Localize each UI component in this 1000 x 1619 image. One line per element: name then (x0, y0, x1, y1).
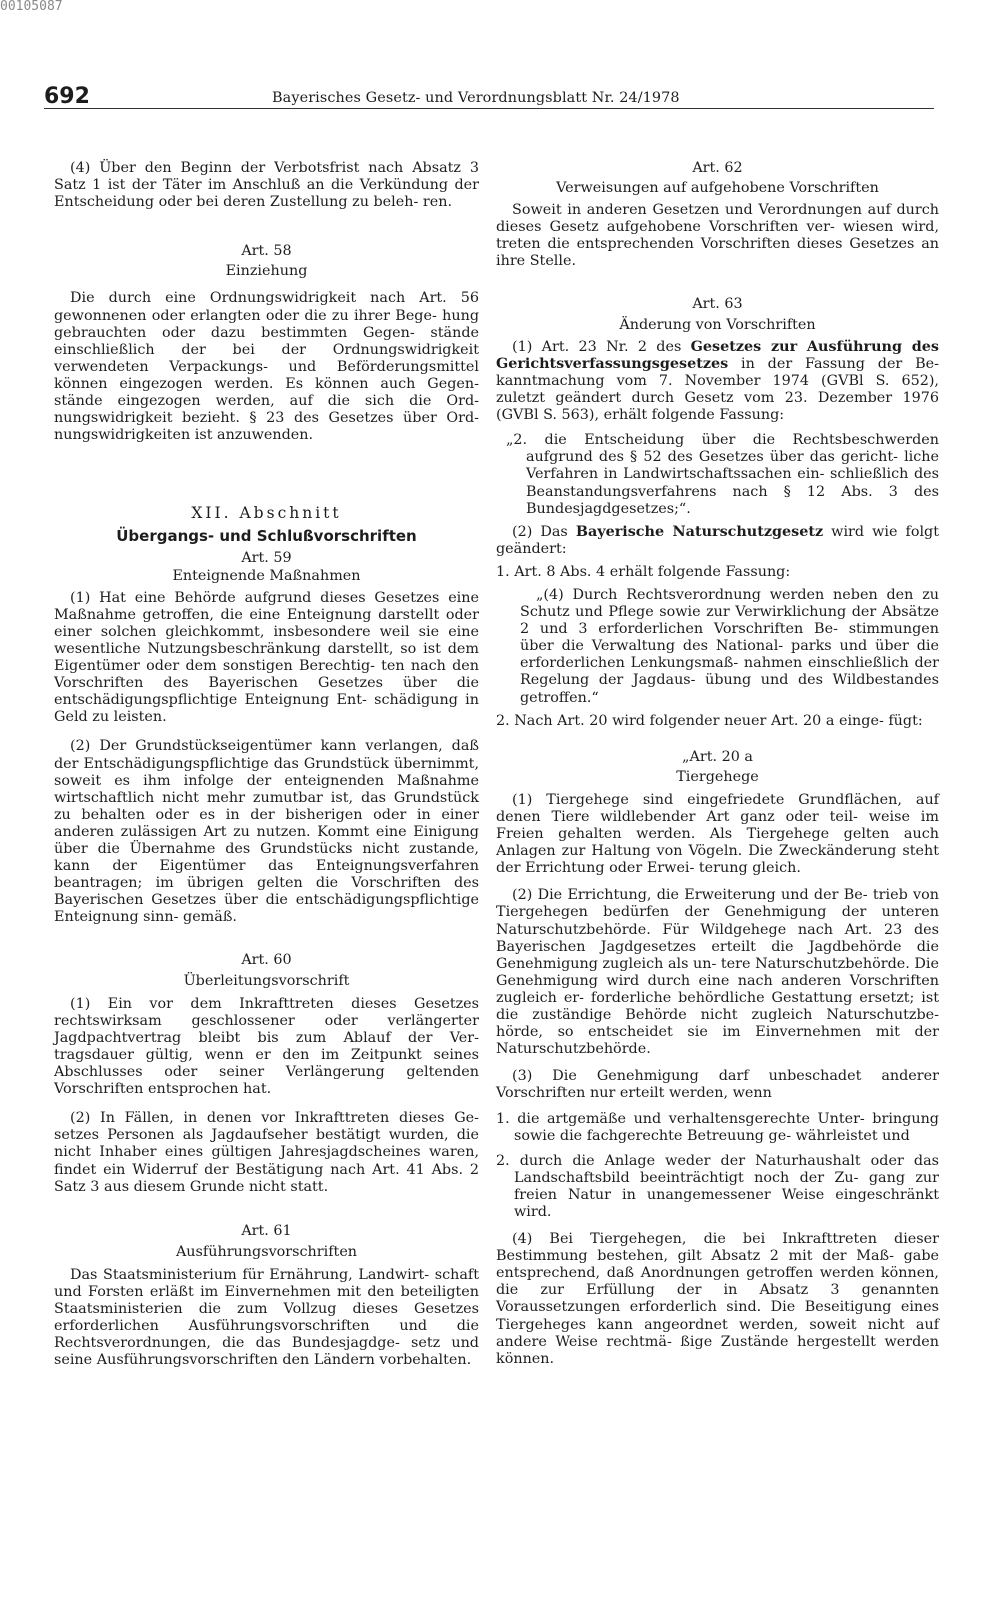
article-title: Änderung von Vorschriften (619, 316, 816, 333)
section-title: Übergangs- und Schlußvorschriften (116, 527, 417, 546)
article-title: Überleitungsvorschrift (183, 972, 350, 989)
list-item: 1. die artgemäße und verhaltensgerechte Unter- bringung sowie die fachgerechte Betreuung ge- währleistet und (496, 1110, 939, 1144)
left-column (54, 160, 479, 1369)
text-run: wird wie folgt geändert: (496, 523, 939, 557)
article-number: Art. 60 (241, 952, 292, 969)
article-title: Tiergehege (676, 768, 759, 785)
paragraph: (2) Der Grundstückseigentümer kann verlangen, daß der Entschädigungspflichtige das Grundstück übernimmt, soweit es ihm infolge der enteignenden Maßnahme wirtschaftlich nicht mehr zumutbar ist, das Grundstück zu behalten oder es in der bisherigen oder in einer anderen zulässigen Art zu nutzen. Kommt eine Einigung über die Übernahme des Grundstücks nicht zustande, kann der Eigentümer das Enteignungsverfahren beantragen; im übrigen gelten die Vorschriften des Bayerischen Gesetzes über die entschädigungspflichtige Enteignung sinn- gemäß. (54, 738, 479, 926)
article-number: Art. 59 (241, 549, 292, 566)
paragraph: (2) Die Errichtung, die Erweiterung und der Be- trieb von Tiergehegen bedürfen der Genehmigung der unteren Naturschutzbehörde. Für Wildgehege nach Art. 23 des Bayerischen Jagdgesetzes erteilt die Jagdbehörde die Genehmigung zugleich als un- tere Naturschutzbehörde. Die Genehmigung wird durch eine nach anderen Vorschriften zugleich er- forderliche behördliche Gestattung ersetzt; ist die zuständige Behörde nicht zugleich Naturschutzbe- hörde, so entscheidet sie im Einvernehmen mit der Naturschutzbehörde. (496, 887, 939, 1058)
article-number: „Art. 20 a (682, 748, 753, 765)
paragraph: (1) Ein vor dem Inkrafttreten dieses Gesetzes rechtswirksam geschlossener oder verlängerter Jagdpachtvertrag bleibt bis zum Ablauf der Ver- tragsdauer gültig, wenn er den im Zeitpunkt seines Abschlusses oder seiner Verlängerung geltenden Vorschriften entsprochen hat. (54, 995, 479, 1098)
article-title: Einziehung (225, 263, 308, 280)
article-title: Ausführungsvorschriften (175, 1243, 358, 1260)
paragraph: (1) Hat eine Behörde aufgrund dieses Gesetzes eine Maßnahme getroffen, die eine Enteignung darstellt oder einer solchen gleichkommt, insbesondere weil sie eine wesentliche Nutzungsbeschränkung darstellt, so ist dem Eigentümer oder dem sonstigen Berechtig- ten nach den Vorschriften des Bayerischen Gesetzes über die entschädigungspflichtige Enteignung Ent- schädigung in Geld zu leisten. (54, 589, 479, 726)
archive-number: 00105087 (0, 0, 63, 14)
list-item: 1. Art. 8 Abs. 4 erhält folgende Fassung: (496, 563, 791, 580)
paragraph: (1) Tiergehege sind eingefriedete Grundflächen, auf denen Tiere wildlebender Art ganz oder teil- weise im Freien gehalten werden. Als Tiergehege gelten auch Anlagen zur Haltung von Vögeln. Die Zweckänderung steht der Errichtung oder Erwei- terung gleich. (496, 791, 939, 877)
paragraph: Das Staatsministerium für Ernährung, Landwirt- schaft und Forsten erläßt im Einvernehmen mit den beteiligten Staatsministerien die zum Vollzug dieses Gesetzes erforderlichen Ausführungsvorschriften und die Rechtsverordnungen, die das Bundesjagdge- setz und seine Ausführungsvorschriften den Ländern vorbehalten. (54, 1266, 479, 1369)
running-title: Bayerisches Gesetz- und Verordnungsblatt Nr. 24/1978 (272, 90, 680, 106)
article-title: Enteignende Maßnahmen (172, 567, 361, 584)
law-title: Bayerische Naturschutzgesetz (575, 523, 824, 540)
paragraph: (4) Bei Tiergehegen, die bei Inkrafttreten dieser Bestimmung bestehen, gilt Absatz 2 mit der Maß- gabe entsprechend, daß Anordnungen getroffen werden können, die zur Erfüllung der in Absatz 3 genannten Voraussetzungen erforderlich sind. Die Beseitigung eines Tiergeheges kann angeordnet werden, soweit nicht auf andere Weise rechtmä- ßige Zustände hergestellt werden können. (496, 1231, 939, 1367)
page-number: 692 (44, 84, 90, 109)
quoted-provision: „2. die Entscheidung über die Rechtsbeschwerden aufgrund des § 52 des Gesetzes über das gericht- liche Verfahren in Landwirtschaftssachen ein- schließlich des Beanstandungsverfahrens nach § 12 Abs. 3 des Bundesjagdgesetzes;“. (506, 432, 939, 517)
paragraph (496, 339, 939, 424)
article-number: Art. 61 (241, 1222, 292, 1239)
paragraph: (2) In Fällen, in denen vor Inkrafttreten dieses Ge- setzes Personen als Jagdaufseher bestätigt wurden, die nicht Inhaber eines gültigen Jahresjagdscheines waren, findet ein Widerruf der Bestätigung nach Art. 41 Abs. 2 Satz 3 aus diesem Grunde nicht statt. (54, 1110, 479, 1195)
right-column (496, 160, 939, 1368)
paragraph: Soweit in anderen Gesetzen und Verordnungen auf durch dieses Gesetz aufgehobene Vorschriften ver- wiesen wird, treten die entsprechenden Vorschriften dieses Gesetzes an ihre Stelle. (496, 202, 939, 270)
article-number: Art. 62 (692, 160, 743, 176)
law-title: Gesetzes zur Ausführung des Gerichtsverfassungsgesetzes (496, 338, 939, 372)
paragraph: Die durch eine Ordnungswidrigkeit nach Art. 56 gewonnenen oder erlangten oder die zu ihrer Bege- hung gebrauchten oder dazu bestimmten Gegen- stände einschließlich der bei der Ordnungswidrigkeit verwendeten Verpackungs- und Beförderungsmittel können eingezogen werden. Es können auch Gegen- stände eingezogen werden, auf die sich die Ord- nungswidrigkeit bezieht. § 23 des Gesetzes über Ord- nungswidrigkeiten ist anzuwenden. (54, 290, 479, 444)
article-number: Art. 63 (692, 295, 743, 312)
text-run: in der Fassung der Be- kanntmachung vom 7. November 1974 (GVBl S. 652), zuletzt geändert durch Gesetz vom 23. Dezember 1976 (GVBl S. 563), erhält folgende Fassung: (496, 355, 939, 424)
page-header (44, 78, 934, 109)
list-item: 2. Nach Art. 20 wird folgender neuer Art. 20 a einge- fügt: (496, 712, 923, 729)
text-run: (2) Das (512, 523, 576, 540)
paragraph: (4) Über den Beginn der Verbotsfrist nach Absatz 3 Satz 1 ist der Täter im Anschluß an die Verkündung der Entscheidung oder bei deren Zustellung zu beleh- ren. (54, 160, 479, 211)
article-number: Art. 58 (241, 243, 292, 260)
quoted-provision: „(4) Durch Rechtsverordnung werden neben den zu Schutz und Pflege sowie zur Verwirklichung der Absätze 2 und 3 erforderlichen Vorschriften Be- stimmungen über die Verwaltung des National- parks und über die erforderlichen Lenkungsmaß- nahmen einschließlich der Regelung der Jagdaus- übung und des Wildbestandes getroffen.“ (520, 586, 939, 706)
list-item: 2. durch die Anlage weder der Naturhaushalt oder das Landschaftsbild beeinträchtigt noch der Zu- gang zur freien Natur in unangemessener Weise eingeschränkt wird. (496, 1152, 939, 1220)
paragraph (496, 524, 939, 558)
article-title: Verweisungen auf aufgehobene Vorschriften (556, 180, 879, 197)
paragraph: (3) Die Genehmigung darf unbeschadet anderer Vorschriften nur erteilt werden, wenn (496, 1068, 939, 1102)
text-run: (1) Art. 23 Nr. 2 des (512, 338, 691, 355)
section-heading: XII. Abschnitt (191, 504, 342, 523)
